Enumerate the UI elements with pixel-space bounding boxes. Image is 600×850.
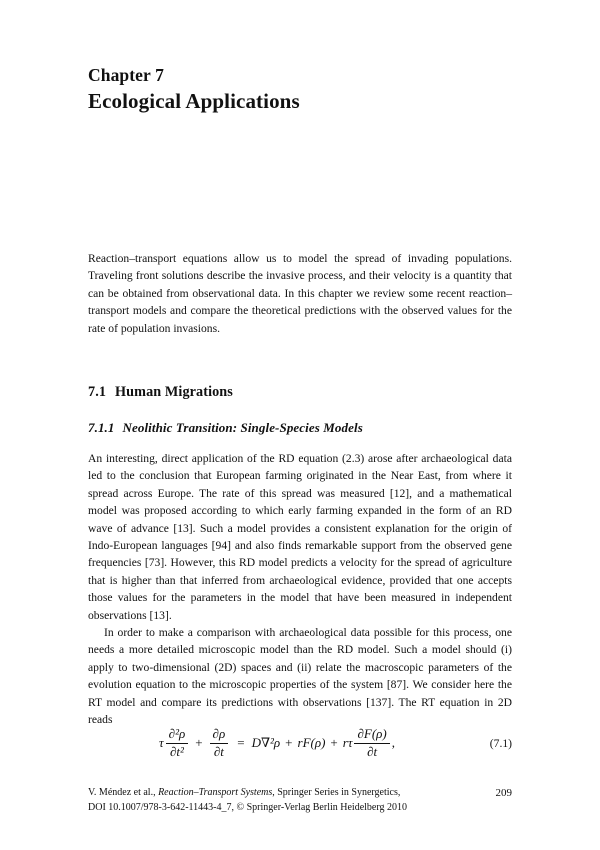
section-title: Human Migrations xyxy=(115,384,233,400)
footer-doi-line: DOI 10.1007/978-3-642-11443-4_7, © Springer-Verlag Berlin Heidelberg 2010 xyxy=(88,801,408,813)
chapter-heading xyxy=(88,64,512,115)
equation-expression xyxy=(88,727,466,759)
equation-reaction-term: rF(ρ) xyxy=(297,735,326,750)
equation-term3-denominator: ∂t xyxy=(367,743,378,759)
chapter-number: Chapter 7 xyxy=(88,65,164,85)
equation-term1-denominator: ∂t² xyxy=(169,743,184,759)
subsection-number: 7.1.1 xyxy=(88,420,115,435)
footer-series: , Springer Series in Synergetics, xyxy=(272,787,401,798)
equation-term1-numerator: ∂²ρ xyxy=(166,727,189,744)
equation-equals: = xyxy=(237,735,245,750)
equation-plus-2: + xyxy=(285,735,293,750)
equation-fraction-second-derivative xyxy=(166,727,189,759)
section-number: 7.1 xyxy=(88,384,107,400)
page-content xyxy=(88,0,512,850)
equation-term3-numerator: ∂F(ρ) xyxy=(354,727,389,744)
paragraph-2: In order to make a comparison with archaeological data possible for this process, one needs a more detailed microscopic model than the RD model. Such a model should (i) apply to two-dimensional (2D) spaces and (ii) relate the macroscopic parameters of the evolution equation to the microscopic properties of the system [87]. We consider here the RT model and compare its predictions with observations [137]. The RT equation in 2D reads xyxy=(88,626,512,727)
subsection-heading-7-1-1 xyxy=(88,420,512,436)
equation-fraction-first-derivative xyxy=(210,727,229,759)
equation-plus-1: + xyxy=(195,735,203,750)
equation-term2-numerator: ∂ρ xyxy=(210,727,229,744)
page-number: 209 xyxy=(495,787,512,799)
page-footer xyxy=(88,786,512,815)
chapter-abstract: Reaction–transport equations allow us to model the spread of invading populations. Traveling front solutions describe the invasive process, and their velocity is a quantity that can be obtained from observational data. In this chapter we review some recent reaction–transport models and compare the theoretical predictions with the observed values for the rate of population invasions. xyxy=(88,252,512,335)
display-equation-7-1 xyxy=(88,714,512,772)
equation-rtau-coefficient: rτ xyxy=(342,735,353,750)
equation-trailing-comma: , xyxy=(391,735,395,750)
footer-authors: V. Méndez et al., xyxy=(88,787,159,798)
section-heading-7-1 xyxy=(88,384,512,401)
equation-term2-denominator: ∂t xyxy=(213,743,224,759)
subsection-title: Neolithic Transition: Single-Species Models xyxy=(122,420,363,435)
equation-number: (7.1) xyxy=(489,736,512,750)
equation-tau: τ xyxy=(158,735,164,750)
paragraph-1: An interesting, direct application of the RD equation (2.3) arose after archaeological data led to the conclusion that European farming originated in the Near East, from where it spread across Europe. The rate of this spread was measured [12], and a mathematical model was proposed according to which early farming expanded in the form of an RD wave of advance [13]. Such a model provides a consistent explanation for the origin of Indo-European languages [94] and also finds remarkable support from the observed gene frequencies [73]. However, this RD model predicts a velocity for the spread of agriculture that is higher than that inferred from archaeological evidence, provided that one accepts those values for the parameters in the model that have been measured in independent observations [13]. xyxy=(88,452,512,622)
footer-book-title: Reaction–Transport Systems xyxy=(158,787,273,798)
body-text xyxy=(88,450,512,729)
equation-plus-3: + xyxy=(330,735,338,750)
footer-citation-line xyxy=(88,786,512,801)
equation-fraction-flux-derivative xyxy=(354,727,389,759)
equation-diffusion-term: D∇²ρ xyxy=(251,735,281,750)
chapter-title: Ecological Applications xyxy=(88,89,300,114)
